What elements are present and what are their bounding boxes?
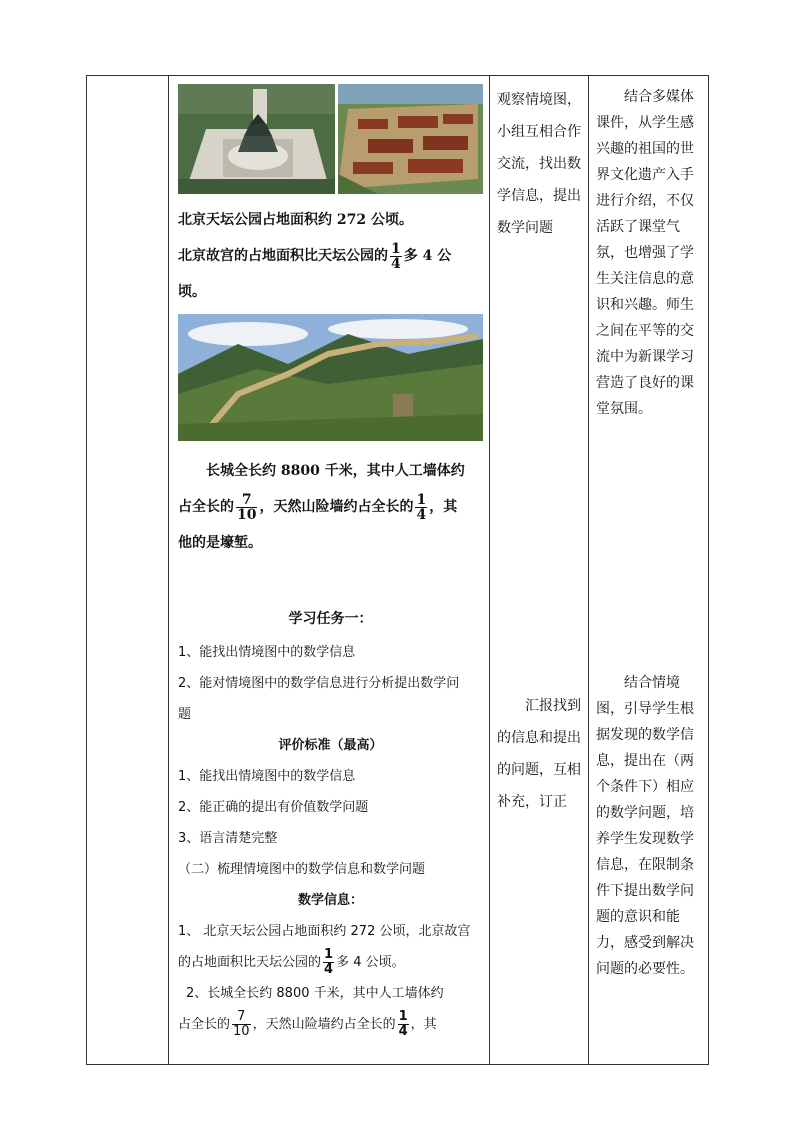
fraction-numerator: 1 (391, 240, 401, 257)
task-item-1: 1、能找出情境图中的数学信息 (178, 645, 356, 660)
fraction-denominator: 10 (237, 506, 257, 523)
fraction-1-4 (398, 1010, 409, 1039)
content-cell (169, 76, 490, 1065)
fraction-denominator: 4 (398, 1024, 408, 1039)
info-1-line2 (178, 947, 483, 978)
fraction-1-4 (390, 242, 402, 271)
wall-text-part5: 他的是壕堑。 (178, 535, 262, 551)
palace-text-part3: 顷。 (178, 284, 206, 300)
info-2-text-end: ，其 (410, 1017, 437, 1032)
task-title: 学习任务一： (288, 611, 373, 627)
fraction-denominator: 10 (233, 1024, 250, 1039)
design-intent-2: 结合情境图，引导学生根据发现的数学信息，提出在（两个条件下）相应的数学问题，培养学生发现数学信息，在限制条件下提出数学问题的意识和能力，感受到解决问题的必要性。 (596, 675, 694, 977)
great-wall-photo (178, 314, 483, 441)
wall-text-part4: ，其 (429, 499, 458, 515)
palace-text-part1: 北京故宫的占地面积比天坛公园的 (178, 248, 388, 264)
wall-text-part3: ，天然山险墙约占全长的 (259, 499, 414, 515)
design-intent-cell (589, 76, 709, 1065)
palace-text-part2: 多 4 公 (403, 248, 452, 264)
student-activity-1: 观察情境图，小组互相合作交流，找出数学信息，提出数学问题 (497, 92, 581, 236)
fraction-7-10 (236, 493, 257, 522)
forbidden-city-photo (338, 84, 483, 194)
design-intent-1: 结合多媒体课件，从学生感兴趣的祖国的世界文化遗产入手进行介绍，不仅活跃了课堂气氛，也增强了学生关注信息的意识和兴趣。师生之间在平等的交流中为新课学习营造了良好的课堂氛围。 (596, 89, 694, 417)
student-activity-cell (490, 76, 589, 1065)
eval-item-2: 2、能正确的提出有价值数学问题 (178, 800, 369, 815)
info-1-text-end: 多 4 公顷。 (336, 955, 405, 970)
info-2-text-mid: ，天然山险墙约占全长的 (252, 1017, 396, 1032)
fraction-1-4 (323, 948, 334, 977)
temple-of-heaven-photo (178, 84, 335, 194)
fraction-numerator: 7 (236, 493, 257, 508)
eval-title: 评价标准（最高） (278, 738, 383, 753)
wall-length-text: 长城全长约 8800 千米，其中人工墙体约 (206, 463, 465, 479)
column-1-cell (87, 76, 169, 1065)
fraction-denominator: 4 (416, 506, 427, 523)
fraction-numerator: 1 (398, 1009, 408, 1024)
photo-row (178, 84, 483, 194)
fraction-denominator: 4 (391, 255, 401, 272)
fraction-numerator: 7 (232, 1010, 251, 1025)
fraction-1-4 (415, 493, 427, 522)
fraction-numerator: 1 (324, 947, 334, 962)
palace-area-text (178, 238, 483, 274)
info-title: 数学信息： (297, 893, 363, 908)
info-2-text: 占全长的 (178, 1017, 231, 1032)
task-item-2: 2、能对情境图中的数学信息进行分析提出数学问 (178, 676, 460, 691)
eval-item-3: 3、语言清楚完整 (178, 831, 278, 846)
fraction-7-10 (232, 1010, 251, 1039)
wall-fraction-line (178, 489, 483, 525)
temple-area-text: 北京天坛公园占地面积约 272 公顷。 (178, 212, 413, 228)
info-1-text: 的占地面积比天坛公园的 (178, 955, 322, 970)
eval-item-1: 1、能找出情境图中的数学信息 (178, 769, 356, 784)
section-2-heading: （二）梳理情境图中的数学信息和数学问题 (178, 862, 426, 877)
info-2-line1: 2、长城全长约 8800 千米，其中人工墙体约 (186, 986, 444, 1001)
info-1-line1: 1、 北京天坛公园占地面积约 272 公顷，北京故宫 (178, 924, 471, 939)
task-item-2-cont: 题 (178, 707, 192, 722)
info-2-line2 (178, 1009, 483, 1040)
wall-text-part2: 占全长的 (178, 499, 234, 515)
lesson-table (86, 75, 709, 1065)
fraction-numerator: 1 (416, 491, 427, 508)
student-activity-2: 汇报找到的信息和提出的问题，互相补充，订正 (497, 698, 581, 810)
fraction-denominator: 4 (324, 962, 334, 977)
